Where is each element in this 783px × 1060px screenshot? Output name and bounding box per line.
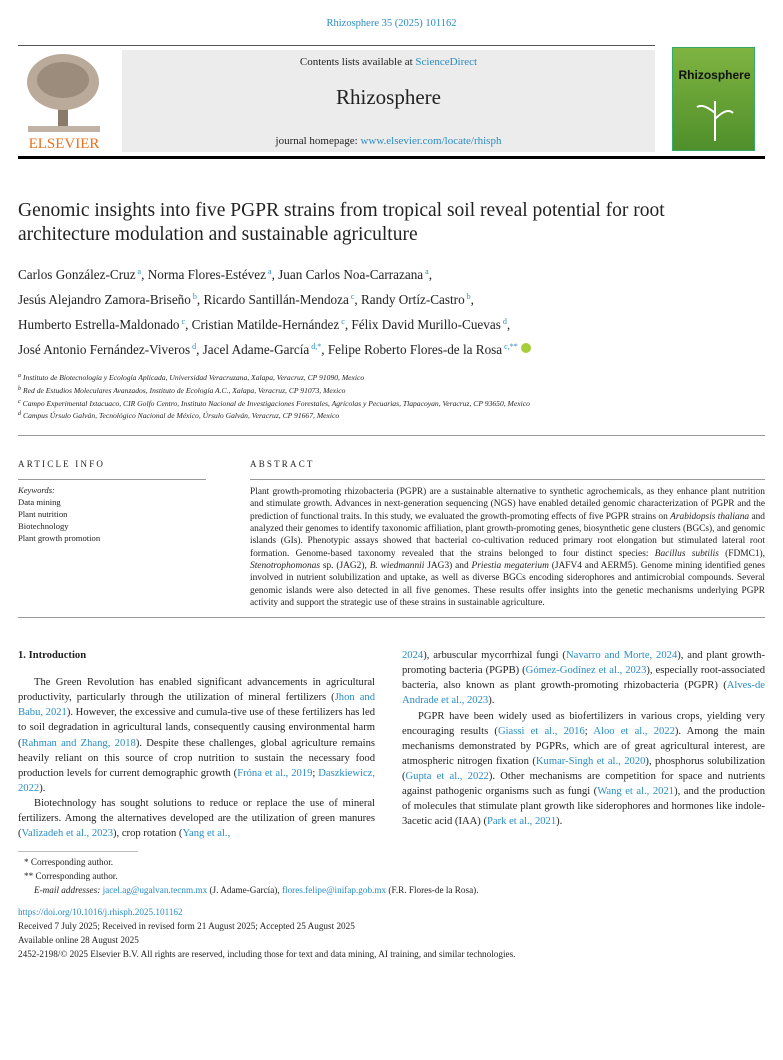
text-run: (JAFV4 and AERM5). Genome mining identified genes involved in nutrient solubilization and uptake, as well as diverse BGCs encoding siderophores and antimicrobial compounds. Several genomic islands were also detected in all five genomes. These results offer insights into the genetic mechanisms underlying PGPR activity and support the strategic use of these strains in sustainable agriculture. bbox=[250, 560, 765, 608]
citation-link[interactable]: Kumar-Singh et al., 2020 bbox=[535, 755, 646, 767]
intro-right-column bbox=[402, 648, 765, 841]
affiliation-marker[interactable]: a bbox=[137, 267, 142, 276]
email-owner: (J. Adame-García), bbox=[207, 885, 282, 896]
author-name[interactable]: Juan Carlos Noa-Carrazana bbox=[278, 267, 424, 282]
corresponding-author-note: ** Corresponding author. bbox=[24, 871, 118, 882]
email-addresses bbox=[18, 883, 765, 897]
affiliation-marker[interactable]: c bbox=[181, 317, 186, 326]
journal-name: Rhizosphere bbox=[336, 85, 441, 109]
author-name[interactable]: Jacel Adame-García bbox=[202, 342, 310, 357]
citation-link[interactable]: Aloo et al., 2022 bbox=[593, 725, 675, 737]
text-run: ). Despite these challenges, global agriculture remains heavily reliant on this source of crop nutrition to sustain the necessary food production levels for current demographic growth ( bbox=[18, 737, 375, 779]
citation-link[interactable]: Yang et al., bbox=[182, 828, 231, 840]
header-rule bbox=[18, 156, 765, 159]
citation-link[interactable]: 2024 bbox=[402, 650, 424, 662]
journal-cover bbox=[672, 47, 755, 151]
keyword: Data mining bbox=[18, 497, 61, 508]
text-run: The Green Revolution has enabled significant advancements in agricultural productivity, particularly through the utilization of mineral fertilizers ( bbox=[18, 677, 375, 704]
elsevier-logo bbox=[18, 50, 110, 152]
affiliation-marker[interactable]: c bbox=[350, 292, 355, 301]
elsevier-wordmark: ELSEVIER bbox=[28, 136, 100, 152]
divider bbox=[18, 435, 765, 436]
text-run: ). However, the excessive and cumula-tive use of these fertilizers has led to soil degradation in agricultural lands, consequently causing environmental harm ( bbox=[18, 707, 376, 749]
affiliation-text: Campus Úrsulo Galván, Tecnológico Nacional de México, Úrsulo Galván, Veracruz, CP 91667, Mexico bbox=[23, 411, 340, 421]
author-name[interactable]: Randy Ortíz-Castro bbox=[361, 292, 465, 307]
affiliation bbox=[18, 384, 765, 397]
text-run: (FDMC1), bbox=[718, 548, 765, 559]
text-run: and analyzed their genomes to identify taxonomic affiliation, plant growth-promoting genes, biosynthetic gene clusters (BGCs), and genomic islands (GIs). Phenotypic assays showed that bacterial co-cultivation reduced primary root elongation but stimulated lateral root formation. Genome-based taxonomy revealed that the strains belonged to four distinct species: bbox=[250, 511, 765, 559]
citation-link[interactable]: Jhon and Babu, 2021 bbox=[18, 692, 375, 719]
affiliation bbox=[18, 397, 765, 410]
affiliations bbox=[18, 371, 765, 422]
text-run: ). bbox=[556, 816, 563, 828]
citation-link[interactable]: Park et al., 2021 bbox=[487, 816, 557, 828]
keywords bbox=[18, 484, 206, 544]
available-online: Available online 28 August 2025 bbox=[18, 935, 139, 946]
affiliation-text: Instituto de Biotecnología y Ecología Aplicada, Universidad Veracruzana, Xalapa, Veracruz, CP 91090, Mexico bbox=[23, 373, 365, 382]
author-name[interactable]: Félix David Murillo-Cuevas bbox=[351, 317, 501, 332]
citation-link[interactable]: Rahman and Zhang, 2018 bbox=[21, 737, 136, 749]
author-name[interactable]: Ricardo Santillán-Mendoza bbox=[203, 292, 349, 307]
paragraph bbox=[402, 648, 765, 708]
footnote-rule bbox=[18, 851, 138, 852]
affiliation-marker[interactable]: a bbox=[425, 267, 429, 276]
email-label: E-mail addresses: bbox=[34, 885, 101, 896]
journal-homepage bbox=[122, 135, 655, 147]
orcid-icon[interactable] bbox=[521, 343, 531, 353]
affiliation-marker[interactable]: d bbox=[192, 342, 197, 351]
article-info-heading: ARTICLE INFO bbox=[18, 459, 106, 470]
affiliation-marker[interactable]: d bbox=[502, 317, 507, 326]
keyword: Plant growth promotion bbox=[18, 533, 101, 544]
author-list: Carlos González-Cruz $^a$, Norma Flores-Estévez $^a$, Juan Carlos Noa-Carrazana $^a$, Jesús Alejandro Zamora-Briseño $^b$, Ricardo Santillán-Mendoza $^c$, Randy Ortíz-Castro $^b$, Humberto Estrella-Maldonado $^c$, Cristian Matilde-Hernández $^c$, Félix David Murillo-Cuevas $^d$, José Antonio Fernández-Viveros $^d$, Jacel Adame-García $^{d,*}$, Felipe Roberto Flores-de la Rosa $^{c,**}$ bbox=[18, 261, 765, 361]
paragraph bbox=[18, 796, 375, 841]
affiliation-text: Red de Estudios Moleculares Avanzados, Instituto de Ecología A.C., Xalapa, Veracruz, CP 91073, Mexico bbox=[23, 385, 346, 395]
text-run: ), arbuscular mycorrhizal fungi ( bbox=[423, 650, 566, 662]
text-run: Biotechnology has sought solutions to reduce or replace the use of mineral fertilizers. Among the alternatives developed are the utilization of green manures ( bbox=[18, 797, 375, 840]
article-body bbox=[18, 199, 765, 961]
email-link[interactable]: jacel.ag@ugalvan.tecnm.mx bbox=[102, 885, 208, 896]
italic-text: Arabidopsis thaliana bbox=[670, 511, 750, 522]
author-name[interactable]: Cristian Matilde-Hernández bbox=[191, 317, 340, 332]
citation-link[interactable]: Daszkiewicz, 2022 bbox=[18, 767, 375, 794]
citation-link[interactable]: Alves-de Andrade et al., 2023 bbox=[402, 680, 765, 707]
affiliation-key: c bbox=[18, 398, 21, 405]
affiliation-marker[interactable]: b bbox=[466, 292, 471, 301]
citation-link[interactable]: Navarro and Morte, 2024 bbox=[565, 650, 678, 662]
paragraph bbox=[18, 675, 375, 796]
text-run: JAG3) and bbox=[424, 560, 472, 571]
footnotes bbox=[18, 855, 765, 897]
paragraph bbox=[402, 709, 765, 830]
divider bbox=[250, 479, 765, 480]
contents-line bbox=[122, 56, 655, 68]
abstract-text bbox=[250, 486, 765, 609]
affiliation-text: Campo Experimental Ixtacuaco, CIR Golfo Centro, Instituto Nacional de Investigaciones Forestales, Agrícolas y Pecuarias, Tlapacoyan, Veracruz, CP 93650, Mexico bbox=[22, 398, 530, 408]
text-run: ), phosphorus solubilization ( bbox=[402, 755, 765, 782]
text-run: ). bbox=[488, 695, 495, 707]
italic-text: Stenotrophomonas bbox=[250, 560, 320, 571]
text-run: ), and plant growth-promoting bacteria (PGPB) ( bbox=[402, 650, 765, 677]
italic-text: Priestia megaterium bbox=[471, 560, 549, 571]
text-run: sp. (JAG2), bbox=[319, 560, 370, 571]
body-columns bbox=[18, 648, 765, 841]
text-run: ). bbox=[39, 782, 46, 794]
citation-link[interactable]: Wang et al., 2021 bbox=[597, 786, 675, 797]
text-run: ). Among the main mechanisms demonstrated by PGPRs, which are of great agricultural interest, are atmospheric nitrogen fixation ( bbox=[402, 725, 765, 767]
affiliation-marker[interactable]: d,* bbox=[311, 342, 322, 351]
keyword: Plant nutrition bbox=[18, 509, 68, 520]
affiliation-marker[interactable]: a bbox=[268, 267, 272, 276]
text-run: ; bbox=[312, 767, 319, 779]
homepage-prefix: journal homepage: bbox=[275, 135, 361, 147]
citation-link[interactable]: Valizadeh et al., 2023 bbox=[21, 828, 114, 840]
article-title: Genomic insights into five PGPR strains from tropical soil reveal potential for root architecture modulation and sustainable agriculture bbox=[18, 200, 665, 245]
affiliation bbox=[18, 371, 765, 384]
affiliation-key: b bbox=[18, 385, 21, 392]
intro-left-column bbox=[18, 648, 375, 841]
contents-prefix: Contents lists available at bbox=[299, 56, 416, 68]
author-name[interactable]: Norma Flores-Estévez bbox=[147, 267, 266, 282]
author-name[interactable]: Felipe Roberto Flores-de la Rosa bbox=[327, 342, 503, 357]
text-run: PGPR have been widely used as biofertilizers in various crops, yielding very encouraging results ( bbox=[402, 710, 765, 737]
article-info bbox=[18, 458, 206, 609]
journal-reference[interactable]: Rhizosphere 35 (2025) 101162 bbox=[326, 18, 457, 29]
cover-title: Rhizosphere bbox=[678, 68, 751, 82]
text-run: Plant growth-promoting rhizobacteria (PGPR) are a sustainable alternative to synthetic agrochemicals, as they enhance plant nutrition and stimulate growth. Advances in next-generation sequencing (NGS) have enabled detailed genomic characterization of PGPR and the prediction of functional traits. In this study, we evaluated the growth-promoting effects of five PGPR strains on bbox=[250, 487, 765, 522]
affiliation-key: a bbox=[18, 373, 21, 379]
article-meta bbox=[18, 905, 765, 961]
copyright: 2452-2198/© 2025 Elsevier B.V. All rights are reserved, including those for text and data mining, AI training, and similar technologies. bbox=[18, 949, 516, 960]
citation-link[interactable]: Gómez-Godínez et al., 2023 bbox=[525, 665, 647, 677]
text-run: ; bbox=[584, 725, 594, 737]
text-run: ), crop rotation ( bbox=[113, 828, 183, 840]
author-name[interactable]: José Antonio Fernández-Viveros bbox=[18, 342, 191, 357]
doi-link[interactable]: https://doi.org/10.1016/j.rhisph.2025.101162 bbox=[18, 907, 183, 918]
front-matter bbox=[18, 458, 765, 609]
email-link[interactable]: flores.felipe@inifap.gob.mx bbox=[281, 885, 387, 896]
italic-text: Bacillus subtilis bbox=[654, 548, 719, 559]
abstract bbox=[250, 458, 765, 609]
divider bbox=[18, 45, 655, 46]
affiliation bbox=[18, 409, 765, 422]
sciencedirect-link[interactable]: ScienceDirect bbox=[415, 56, 478, 68]
affiliation-marker[interactable]: b bbox=[192, 292, 197, 301]
citation-link[interactable]: Giassi et al., 2016 bbox=[497, 725, 585, 737]
corresponding-author-note: * Corresponding author. bbox=[24, 857, 114, 868]
keyword: Biotechnology bbox=[18, 521, 69, 532]
affiliation-marker[interactable]: c bbox=[341, 317, 345, 326]
divider bbox=[18, 479, 206, 480]
author-name[interactable]: Humberto Estrella-Maldonado bbox=[18, 317, 180, 332]
text-run: ), especially root-associated bacteria, also known as plant growth-promoting rhizobacteria (PGPR) ( bbox=[402, 665, 765, 692]
text-run: ), and the production of molecules that stimulate plant growth like siderophores and hormones like indole-3acetic acid (IAA) ( bbox=[402, 786, 765, 828]
received-dates: Received 7 July 2025; Received in revised form 21 August 2025; Accepted 25 August 2025 bbox=[18, 921, 355, 932]
text-run: ). Other mechanisms are competition for space and nutrients against pathogenic organisms such as fungi ( bbox=[402, 770, 765, 797]
divider bbox=[18, 617, 765, 618]
author-name[interactable]: Carlos González-Cruz bbox=[18, 267, 136, 282]
affiliation-marker[interactable]: c,** bbox=[504, 342, 518, 351]
citation-link[interactable]: Gupta et al., 2022 bbox=[405, 770, 489, 782]
keywords-label: Keywords: bbox=[18, 485, 55, 496]
homepage-link[interactable]: www.elsevier.com/locate/rhisph bbox=[360, 135, 502, 147]
italic-text: B. wiedmannii bbox=[369, 560, 425, 571]
affiliation-key: d bbox=[18, 411, 21, 418]
citation-link[interactable]: Fróna et al., 2019 bbox=[237, 767, 313, 779]
abstract-heading: ABSTRACT bbox=[250, 459, 315, 470]
email-owner: (F.R. Flores-de la Rosa). bbox=[386, 885, 479, 896]
author-name[interactable]: Jesús Alejandro Zamora-Briseño bbox=[18, 292, 191, 307]
section-heading-introduction: 1. Introduction bbox=[18, 650, 87, 662]
